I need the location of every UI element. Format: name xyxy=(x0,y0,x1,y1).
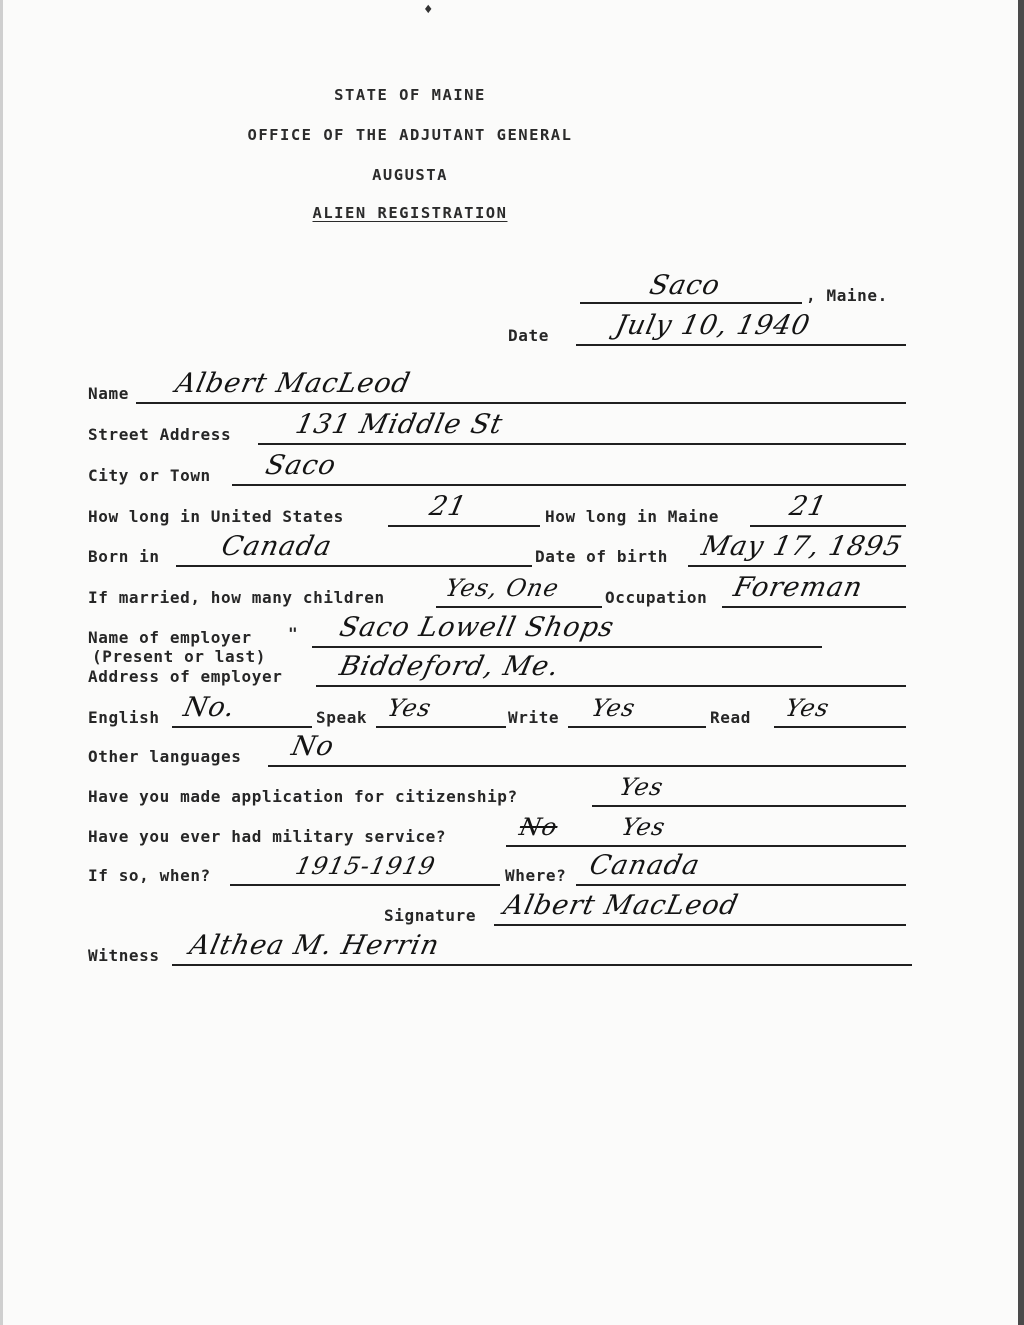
header-state: STATE OF MAINE xyxy=(334,86,486,104)
occupation-value: Foreman xyxy=(730,572,866,603)
write-label: Write xyxy=(508,708,560,727)
city-line xyxy=(232,484,906,486)
employer-sub: (Present or last) xyxy=(92,647,266,666)
other-lang-value: No xyxy=(288,731,338,762)
witness-value: Althea M. Herrin xyxy=(186,930,443,961)
maine-label: How long in Maine xyxy=(545,507,719,526)
signature-line xyxy=(494,924,906,926)
dob-line xyxy=(688,565,906,567)
employer-line xyxy=(312,646,822,648)
street-value: 131 Middle St xyxy=(292,409,506,440)
speak-label: Speak xyxy=(316,708,368,727)
maine-value: 21 xyxy=(786,491,830,522)
citizenship-value: Yes xyxy=(617,773,667,801)
read-value: Yes xyxy=(783,694,833,722)
children-label: If married, how many children xyxy=(88,588,385,607)
us-label: How long in United States xyxy=(88,507,344,526)
write-value: Yes xyxy=(589,694,639,722)
born-label: Born in xyxy=(88,547,160,566)
employer-value: Saco Lowell Shops xyxy=(336,612,618,643)
english-label: English xyxy=(88,708,160,727)
place-value: Saco xyxy=(646,270,724,301)
employer-label: Name of employer xyxy=(88,628,252,647)
street-label: Street Address xyxy=(88,425,232,444)
write-line xyxy=(568,726,706,728)
speak-line xyxy=(376,726,506,728)
where-line xyxy=(576,884,906,886)
name-label: Name xyxy=(88,384,129,403)
dob-value: May 17, 1895 xyxy=(698,531,906,562)
citizenship-line xyxy=(592,805,906,807)
when-line xyxy=(230,884,500,886)
scan-left-edge xyxy=(0,0,3,1325)
header-office: OFFICE OF THE ADJUTANT GENERAL xyxy=(247,126,573,144)
date-value: July 10, 1940 xyxy=(612,310,814,341)
place-line xyxy=(580,302,802,304)
children-line xyxy=(436,606,602,608)
header-title: ALIEN REGISTRATION xyxy=(312,204,508,222)
occupation-label: Occupation xyxy=(605,588,708,607)
us-value: 21 xyxy=(426,491,470,522)
employer-marks: " xyxy=(288,624,299,643)
military-label: Have you ever had military service? xyxy=(88,827,447,846)
read-line xyxy=(774,726,906,728)
city-label: City or Town xyxy=(88,466,211,485)
date-line xyxy=(576,344,906,346)
english-value: No. xyxy=(180,692,239,723)
us-line xyxy=(388,525,540,527)
name-line xyxy=(136,402,906,404)
name-value: Albert MacLeod xyxy=(172,368,414,399)
emp-addr-value: Biddeford, Me. xyxy=(336,651,563,682)
children-value: Yes, One xyxy=(443,574,562,602)
date-label: Date xyxy=(508,326,549,345)
occupation-line xyxy=(722,606,906,608)
staple-mark: ♦ xyxy=(424,2,433,18)
city-value: Saco xyxy=(262,450,340,481)
english-line xyxy=(172,726,312,728)
other-lang-label: Other languages xyxy=(88,747,242,766)
speak-value: Yes xyxy=(385,694,435,722)
military-struck: No xyxy=(517,813,561,841)
maine-line xyxy=(750,525,906,527)
born-line xyxy=(176,565,532,567)
when-value: 1915-1919 xyxy=(293,852,439,880)
street-line xyxy=(258,443,906,445)
when-label: If so, when? xyxy=(88,866,211,885)
born-value: Canada xyxy=(218,531,335,562)
signature-label: Signature xyxy=(384,906,477,925)
military-line xyxy=(506,845,906,847)
header-city: AUGUSTA xyxy=(372,166,448,184)
military-value: Yes xyxy=(619,813,669,841)
dob-label: Date of birth xyxy=(535,547,669,566)
witness-line xyxy=(172,964,912,966)
witness-label: Witness xyxy=(88,946,160,965)
other-lang-line xyxy=(268,765,906,767)
scan-right-edge xyxy=(1018,0,1024,1325)
emp-addr-label: Address of employer xyxy=(88,667,283,686)
signature-value: Albert MacLeod xyxy=(500,890,742,921)
where-label: Where? xyxy=(505,866,567,885)
maine-suffix: , Maine. xyxy=(806,286,888,305)
where-value: Canada xyxy=(586,850,703,881)
emp-addr-line xyxy=(316,685,906,687)
read-label: Read xyxy=(710,708,751,727)
citizenship-label: Have you made application for citizenship? xyxy=(88,787,518,806)
